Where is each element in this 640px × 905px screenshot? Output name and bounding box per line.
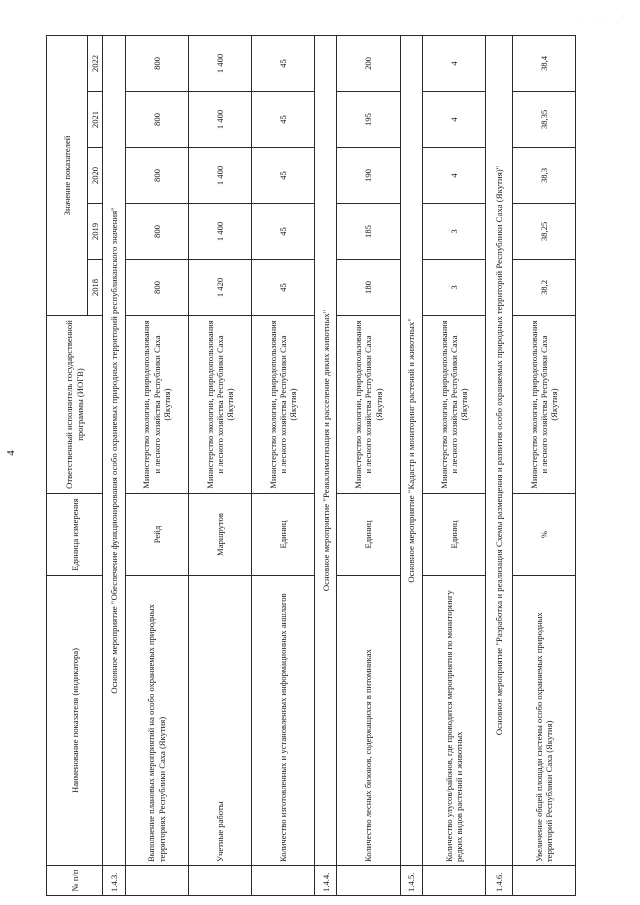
section-title: Основное мероприятие "Кадастр и мониторинг растений и животных" — [400, 35, 422, 865]
value-cell: 800 — [125, 35, 188, 91]
header-unit: Единица измерения — [47, 494, 103, 576]
value-cell: 800 — [125, 148, 188, 204]
section-row — [315, 35, 337, 895]
indicator-name: Количество улусов/районов, где проводятся мероприятия по мониторингу редких видов растений и животных — [423, 576, 486, 866]
indicators-table-wrapper — [46, 36, 576, 896]
indicator-unit: Рейд — [125, 494, 188, 576]
header-name: Наименование показателя (индикатора) — [47, 576, 103, 866]
indicator-name: Количество изготовленных и установленных информационных аншлагов — [251, 576, 314, 866]
section-row — [400, 35, 422, 895]
indicator-unit: Единиц — [337, 494, 400, 576]
table-row — [512, 35, 575, 895]
indicator-executor: Министерство экологии, природопользования и лесного хозяйства Республики Саха (Якутия) — [188, 316, 251, 494]
table-row — [188, 35, 251, 895]
indicator-executor: Министерство экологии, природопользования и лесного хозяйства Республики Саха (Якутия) — [125, 316, 188, 494]
indicator-executor: Министерство экологии, природопользования и лесного хозяйства Республики Саха (Якутия) — [337, 316, 400, 494]
value-cell: 45 — [251, 148, 314, 204]
value-cell: 180 — [337, 260, 400, 316]
section-title: Основное мероприятие "Реакклиматизация и расселение диких животных" — [315, 35, 337, 865]
value-cell: 3 — [423, 260, 486, 316]
indicator-unit: Единиц — [251, 494, 314, 576]
section-number: 1.4.4. — [315, 866, 337, 896]
value-cell: 4 — [423, 35, 486, 91]
indicator-executor: Министерство экологии, природопользования и лесного хозяйства Республики Саха (Якутия) — [423, 316, 486, 494]
value-cell: 800 — [125, 260, 188, 316]
value-cell: 38,2 — [512, 260, 575, 316]
indicator-unit: % — [512, 494, 575, 576]
table-row — [423, 35, 486, 895]
indicator-executor: Министерство экологии, природопользования и лесного хозяйства Республики Саха (Якутия) — [251, 316, 314, 494]
value-cell: 1 400 — [188, 35, 251, 91]
header-year: 2020 — [88, 148, 103, 204]
value-cell: 800 — [125, 92, 188, 148]
value-cell: 45 — [251, 92, 314, 148]
value-cell: 190 — [337, 148, 400, 204]
value-cell: 38,3 — [512, 148, 575, 204]
value-cell: 4 — [423, 148, 486, 204]
table-row — [125, 35, 188, 895]
rotated-page — [46, 36, 576, 896]
header-num: № п/п — [47, 866, 103, 896]
value-cell: 45 — [251, 204, 314, 260]
row-number — [423, 866, 486, 896]
header-executor: Ответственный исполнитель государственной программы (ИОГВ) — [47, 316, 103, 494]
indicator-unit: Маршрутов — [188, 494, 251, 576]
page-number: 4 — [5, 449, 17, 456]
value-cell: 4 — [423, 92, 486, 148]
indicator-unit: Единиц — [423, 494, 486, 576]
header-year: 2021 — [88, 92, 103, 148]
indicator-name: Выполнение плановых мероприятий на особо охраняемых природных территориях Республики Саха (Якутия) — [125, 576, 188, 866]
row-number — [337, 866, 400, 896]
header-year: 2019 — [88, 204, 103, 260]
value-cell: 1 400 — [188, 204, 251, 260]
row-number — [512, 866, 575, 896]
value-cell: 45 — [251, 260, 314, 316]
section-row — [103, 35, 125, 895]
indicator-name: Увеличение общей площади системы особо охраняемых природных территорий Республики Саха (Якутия) — [512, 576, 575, 866]
section-number: 1.4.6. — [486, 866, 512, 896]
value-cell: 38,35 — [512, 92, 575, 148]
value-cell: 185 — [337, 204, 400, 260]
section-title: Основное мероприятие "Обеспечение функционирования особо охраняемых природных территорий республиканского значения" — [103, 35, 125, 865]
value-cell: 200 — [337, 35, 400, 91]
value-cell: 38,25 — [512, 204, 575, 260]
value-cell: 1 400 — [188, 92, 251, 148]
section-title: Основное мероприятие "Разработка и реализация Схемы размещения и развития особо охраняемых природных территорий Республики Саха (Якутия)" — [486, 35, 512, 865]
value-cell: 800 — [125, 204, 188, 260]
header-values: Значение показателей — [47, 35, 88, 315]
header-year: 2018 — [88, 260, 103, 316]
section-row — [486, 35, 512, 895]
value-cell: 1 400 — [188, 148, 251, 204]
value-cell: 3 — [423, 204, 486, 260]
scan-artifact: · · · · · · — [578, 12, 626, 21]
value-cell: 45 — [251, 35, 314, 91]
value-cell: 195 — [337, 92, 400, 148]
indicator-executor: Министерство экологии, природопользования и лесного хозяйства Республики Саха (Якутия) — [512, 316, 575, 494]
table-row — [251, 35, 314, 895]
section-number: 1.4.3. — [103, 866, 125, 896]
header-year: 2022 — [88, 35, 103, 91]
row-number — [188, 866, 251, 896]
table-row — [337, 35, 400, 895]
value-cell: 38,4 — [512, 35, 575, 91]
indicators-table — [46, 35, 576, 896]
section-number: 1.4.5. — [400, 866, 422, 896]
indicator-name: Учетные работы — [188, 576, 251, 866]
row-number — [125, 866, 188, 896]
value-cell: 1 420 — [188, 260, 251, 316]
indicator-name: Количество лесных бизонов, содержащихся в питомниках — [337, 576, 400, 866]
row-number — [251, 866, 314, 896]
